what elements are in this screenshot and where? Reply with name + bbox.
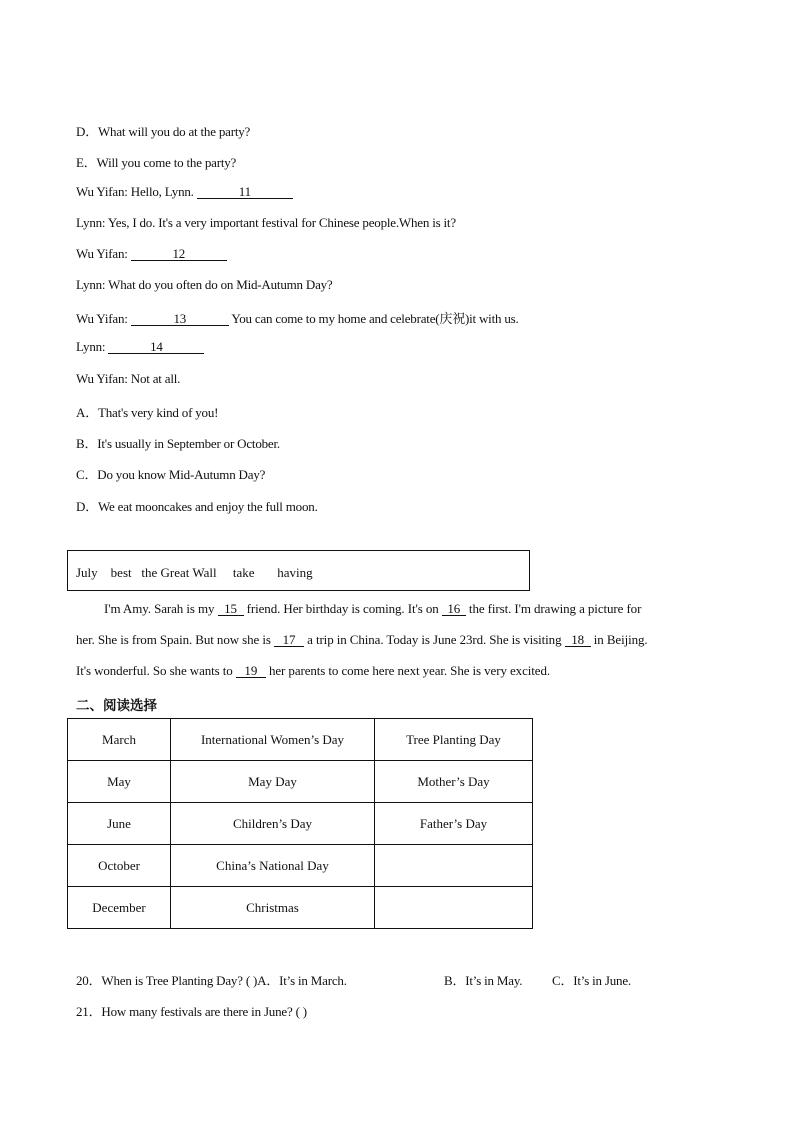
table-cell bbox=[375, 887, 533, 929]
dialogue-text: You can come to my home and celebrate(庆祝)it with us. bbox=[231, 311, 519, 326]
table-cell: Christmas bbox=[171, 887, 375, 929]
table-cell: March bbox=[68, 719, 171, 761]
blank-18[interactable]: 18 bbox=[565, 634, 591, 647]
table-row bbox=[68, 803, 533, 845]
question-text: 20．When is Tree Planting Day? ( )A．It’s in March. bbox=[76, 973, 347, 988]
table-cell: International Women’s Day bbox=[171, 719, 375, 761]
passage-line-2 bbox=[76, 632, 706, 648]
table-cell: Mother’s Day bbox=[375, 761, 533, 803]
blank-11[interactable]: 11 bbox=[197, 186, 293, 199]
question-21: 21．How many festivals are there in June? ( ) bbox=[76, 1004, 307, 1019]
dialogue-text: Hello, Lynn. bbox=[130, 184, 194, 199]
answer-option-d: D．We eat mooncakes and enjoy the full moon. bbox=[76, 499, 318, 514]
table-cell: May Day bbox=[171, 761, 375, 803]
blank-15[interactable]: 15 bbox=[218, 603, 244, 616]
word-bank: July best the Great Wall take having bbox=[76, 565, 313, 580]
dialogue-line: Lynn: What do you often do on Mid-Autumn Day? bbox=[76, 277, 333, 292]
passage-text: in Beijing. bbox=[590, 632, 648, 647]
passage-text: a trip in China. Today is June 23rd. She is visiting bbox=[303, 632, 565, 647]
blank-14[interactable]: 14 bbox=[108, 341, 204, 354]
blank-12[interactable]: 12 bbox=[131, 248, 227, 261]
blank-17[interactable]: 17 bbox=[274, 634, 304, 647]
section-title: 二、阅读选择 bbox=[76, 698, 157, 714]
table-cell: Father’s Day bbox=[375, 803, 533, 845]
option-d: D．What will you do at the party? bbox=[76, 124, 251, 139]
table-cell: October bbox=[68, 845, 171, 887]
passage-text: I'm Amy. Sarah is my bbox=[104, 601, 218, 616]
blank-13[interactable]: 13 bbox=[131, 313, 229, 326]
blank-16[interactable]: 16 bbox=[442, 603, 466, 616]
passage-text: the first. I'm drawing a picture for bbox=[465, 601, 642, 616]
question-20 bbox=[76, 970, 347, 989]
table-row bbox=[68, 845, 533, 887]
answer-option-b: B．It's usually in September or October. bbox=[76, 436, 280, 451]
passage-text: friend. Her birthday is coming. It's on bbox=[243, 601, 442, 616]
speaker: Wu Yifan: bbox=[76, 184, 128, 199]
answer-option-c: C．Do you know Mid-Autumn Day? bbox=[76, 467, 266, 482]
table-cell: China’s National Day bbox=[171, 845, 375, 887]
question-20-option-b: B．It’s in May. bbox=[444, 973, 523, 988]
answer-option-a: A．That's very kind of you! bbox=[76, 405, 219, 420]
speaker: Lynn: bbox=[76, 339, 106, 354]
table-row bbox=[68, 887, 533, 929]
word-bank-box bbox=[67, 550, 530, 591]
option-e: E．Will you come to the party? bbox=[76, 155, 237, 170]
dialogue-line: Lynn: Yes, I do. It's a very important festival for Chinese people.When is it? bbox=[76, 215, 456, 230]
passage-line-1 bbox=[104, 601, 734, 617]
passage-text: It's wonderful. So she wants to bbox=[76, 663, 236, 678]
blank-19[interactable]: 19 bbox=[236, 665, 266, 678]
dialogue-line: Wu Yifan: Not at all. bbox=[76, 371, 181, 386]
passage-line-3 bbox=[76, 663, 706, 679]
dialogue-line bbox=[76, 308, 519, 327]
festival-table bbox=[67, 718, 533, 929]
table-cell: Children’s Day bbox=[171, 803, 375, 845]
table-cell: Tree Planting Day bbox=[375, 719, 533, 761]
speaker: Wu Yifan: bbox=[76, 246, 128, 261]
dialogue-line bbox=[76, 246, 227, 262]
table-cell: December bbox=[68, 887, 171, 929]
table-cell: June bbox=[68, 803, 171, 845]
speaker: Wu Yifan: bbox=[76, 311, 128, 326]
dialogue-line bbox=[76, 339, 204, 355]
passage-text: her. She is from Spain. But now she is bbox=[76, 632, 274, 647]
table-cell bbox=[375, 845, 533, 887]
question-20-option-c: C．It’s in June. bbox=[552, 973, 631, 988]
table-row bbox=[68, 761, 533, 803]
table-row bbox=[68, 719, 533, 761]
dialogue-line bbox=[76, 184, 293, 200]
passage-text: her parents to come here next year. She is very excited. bbox=[265, 663, 550, 678]
table-cell: May bbox=[68, 761, 171, 803]
